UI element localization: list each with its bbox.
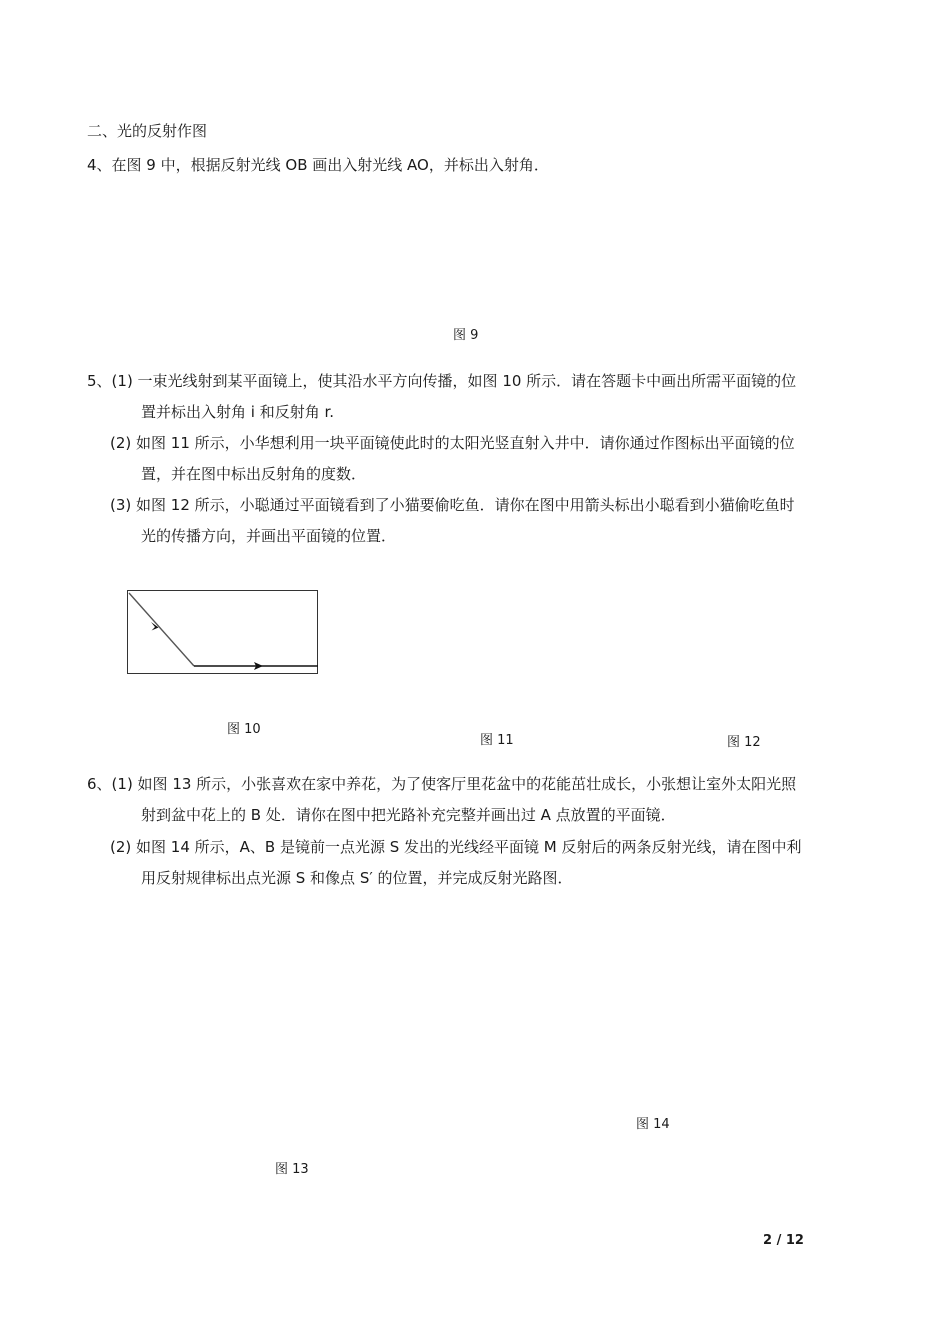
question-6-part2-line2: 用反射规律标出点光源 S 和像点 S′ 的位置，并完成反射光路图． <box>141 869 573 887</box>
figure-12-caption: 图 12 <box>727 735 761 750</box>
question-5-part3-line1: (3) 如图 12 所示，小聪通过平面镜看到了小猫要偷吃鱼．请你在图中用箭头标出小聪看到小猫偷吃鱼时 <box>110 496 795 514</box>
page-number: 2 / 12 <box>763 1233 804 1248</box>
figure-13-caption: 图 13 <box>275 1162 309 1177</box>
question-4-text: 4、在图 9 中，根据反射光线 OB 画出入射光线 AO，并标出入射角． <box>87 156 549 174</box>
question-5-part2-line1: (2) 如图 11 所示，小华想利用一块平面镜使此时的太阳光竖直射入井中．请你通过作图标出平面镜的位 <box>110 434 795 452</box>
figure-9-caption: 图 9 <box>453 328 479 343</box>
question-5-part2-line2: 置，并在图中标出反射角的度数． <box>141 465 367 483</box>
figure-10-caption: 图 10 <box>227 722 261 737</box>
question-5-part1-line1: 5、(1) 一束光线射到某平面镜上，使其沿水平方向传播，如图 10 所示．请在答题卡中画出所需平面镜的位 <box>87 372 797 390</box>
figure-11-caption: 图 11 <box>480 733 514 748</box>
figure-10-diagram <box>127 590 319 675</box>
question-6-part2-line1: (2) 如图 14 所示，A、B 是镜前一点光源 S 发出的光线经平面镜 M 反射后的两条反射光线，请在图中利 <box>110 838 802 856</box>
figure-14-caption: 图 14 <box>636 1117 670 1132</box>
question-6-part1-line1: 6、(1) 如图 13 所示，小张喜欢在家中养花，为了使客厅里花盆中的花能茁壮成长，小张想让室外太阳光照 <box>87 775 797 793</box>
question-5-part1-line2: 置并标出入射角 i 和反射角 r. <box>141 403 335 421</box>
question-6-part1-line2: 射到盆中花上的 B 处．请你在图中把光路补充完整并画出过 A 点放置的平面镜． <box>141 806 676 824</box>
figure-10-frame <box>128 591 318 674</box>
section-heading: 二、光的反射作图 <box>87 122 208 140</box>
question-5-part3-line2: 光的传播方向，并画出平面镜的位置． <box>141 527 397 545</box>
